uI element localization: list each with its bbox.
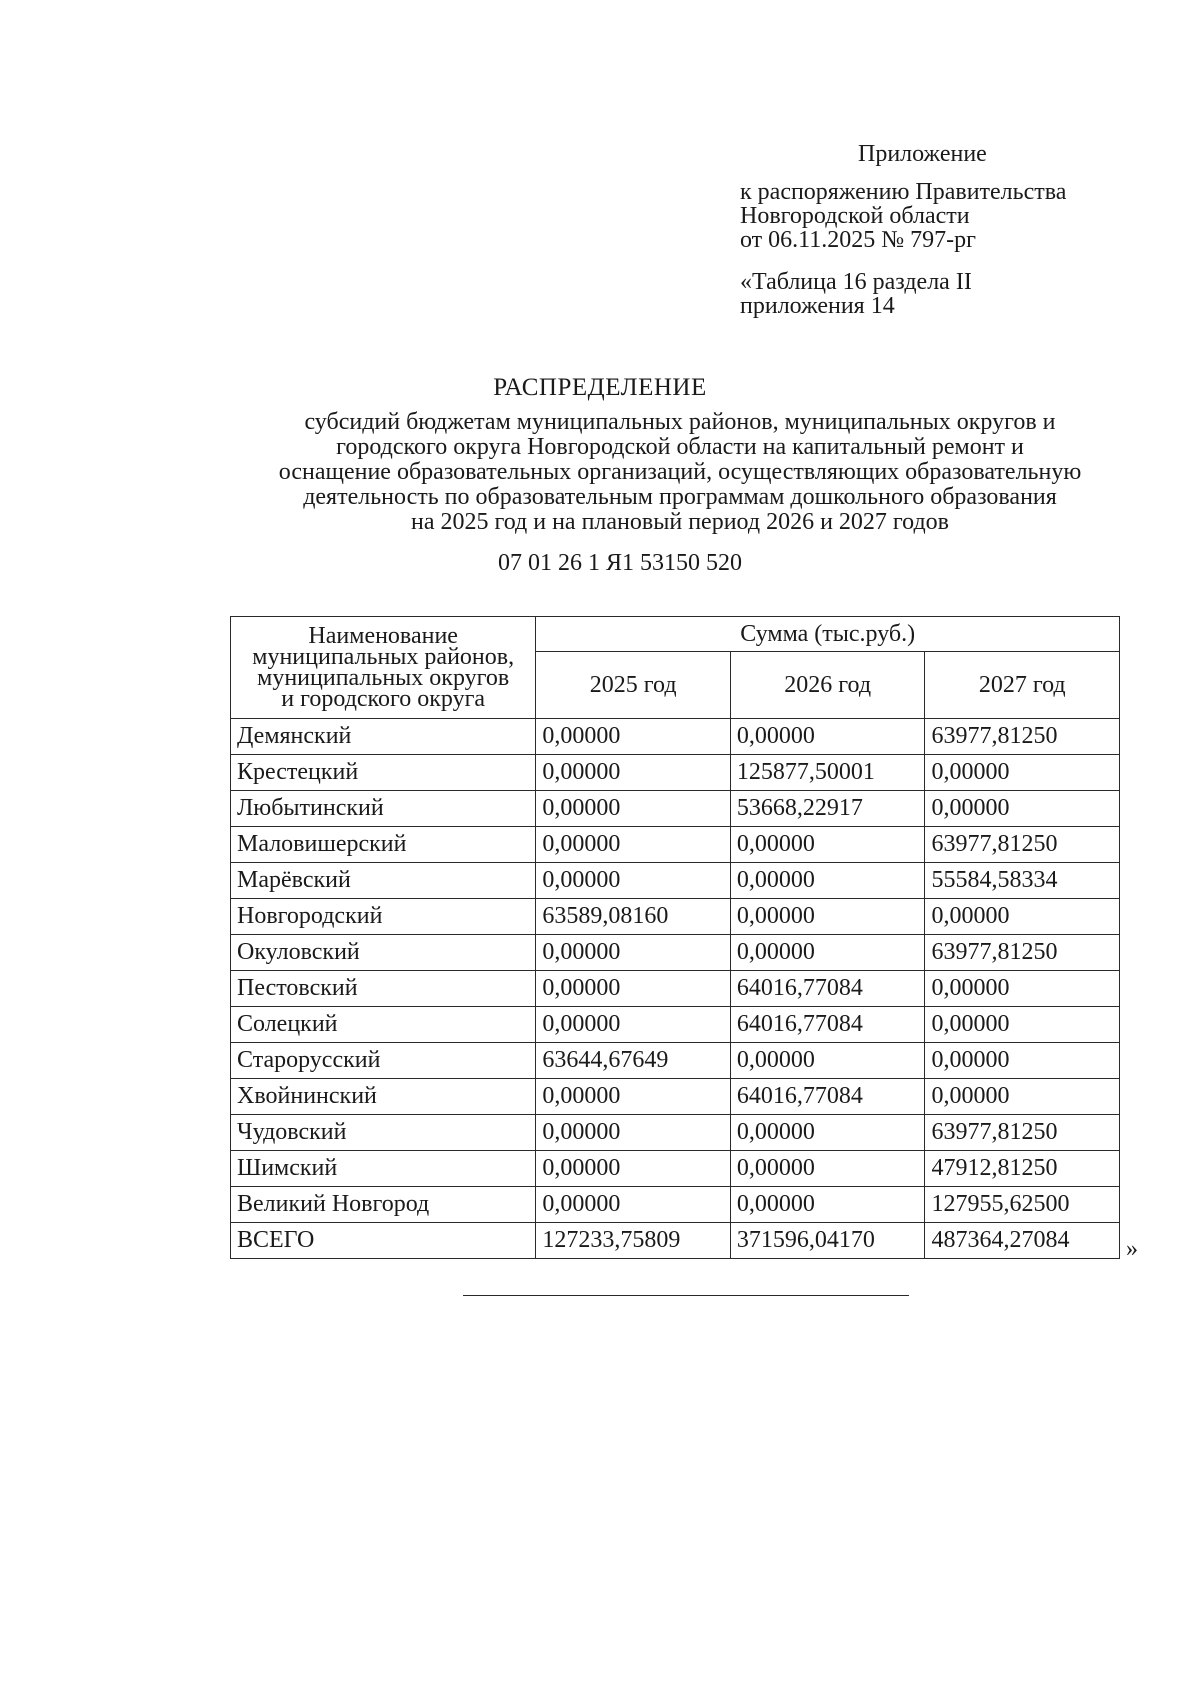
appendix-line: к распоряжению Правительства [740, 179, 1067, 205]
cell-2026: 0,00000 [730, 719, 925, 755]
cell-2025: 0,00000 [536, 827, 731, 863]
cell-2026: 0,00000 [730, 1043, 925, 1079]
table-row [231, 1079, 1120, 1115]
table-row [231, 1043, 1120, 1079]
cell-2026: 125877,50001 [730, 755, 925, 791]
distribution-table [230, 616, 1120, 1259]
cell-2027: 63977,81250 [925, 719, 1120, 755]
subtitle-line: оснащение образовательных организаций, осуществляющих образовательную [278, 459, 1082, 485]
table-reference-line: «Таблица 16 раздела II [740, 269, 972, 295]
column-header-name [231, 617, 536, 719]
cell-2027: 63977,81250 [925, 1115, 1120, 1151]
subtitle-line: субсидий бюджетам муниципальных районов, муниципальных округов и [304, 409, 1056, 435]
cell-district: Новгородский [231, 899, 536, 935]
cell-2027: 55584,58334 [925, 863, 1120, 899]
table-row [231, 1115, 1120, 1151]
table-row [231, 935, 1120, 971]
cell-2027: 0,00000 [925, 971, 1120, 1007]
appendix-header [740, 140, 1160, 318]
cell-2026: 0,00000 [730, 863, 925, 899]
cell-2025: 0,00000 [536, 935, 731, 971]
end-divider-line [463, 1295, 909, 1296]
appendix-line: от 06.11.2025 № 797-рг [740, 227, 977, 253]
cell-2026: 64016,77084 [730, 1007, 925, 1043]
cell-district: Чудовский [231, 1115, 536, 1151]
table-row [231, 1187, 1120, 1223]
budget-classification-code: 07 01 26 1 Я1 53150 520 [497, 550, 742, 576]
cell-2027: 47912,81250 [925, 1151, 1120, 1187]
cell-2025: 0,00000 [536, 791, 731, 827]
header-name-line: Наименование [308, 622, 458, 649]
table-body [231, 719, 1120, 1259]
cell-2025: 0,00000 [536, 1187, 731, 1223]
cell-2027: 0,00000 [925, 1079, 1120, 1115]
cell-2026: 0,00000 [730, 935, 925, 971]
cell-2025: 0,00000 [536, 755, 731, 791]
cell-2025: 63644,67649 [536, 1043, 731, 1079]
table-row [231, 791, 1120, 827]
cell-district: Окуловский [231, 935, 536, 971]
column-header-year: 2026 год [730, 652, 925, 719]
cell-2026: 0,00000 [730, 1115, 925, 1151]
cell-2025: 0,00000 [536, 863, 731, 899]
table-row [231, 719, 1120, 755]
table-row [231, 1007, 1120, 1043]
cell-2026: 64016,77084 [730, 971, 925, 1007]
cell-2026: 53668,22917 [730, 791, 925, 827]
table-total-row [231, 1223, 1120, 1259]
subtitle-line: на 2025 год и на плановый период 2026 и 2027 годов [410, 509, 950, 535]
cell-2025: 0,00000 [536, 1007, 731, 1043]
cell-2025: 0,00000 [536, 1151, 731, 1187]
table-reference [740, 270, 1160, 318]
document-subtitle [220, 410, 1140, 535]
subtitle-line: городского округа Новгородской области на капитальный ремонт и [336, 434, 1024, 460]
cell-district: Хвойнинский [231, 1079, 536, 1115]
cell-2025: 0,00000 [536, 1115, 731, 1151]
cell-2025: 0,00000 [536, 719, 731, 755]
cell-district: Крестецкий [231, 755, 536, 791]
table-row [231, 899, 1120, 935]
header-name-line: и городского округа [281, 685, 486, 712]
cell-district: Маловишерский [231, 827, 536, 863]
cell-2026: 0,00000 [730, 899, 925, 935]
cell-district: Солецкий [231, 1007, 536, 1043]
table-row [231, 1151, 1120, 1187]
header-name-line: муниципальных округов [257, 664, 510, 691]
cell-total-2026: 371596,04170 [730, 1223, 925, 1259]
cell-2027: 63977,81250 [925, 827, 1120, 863]
cell-district: Великий Новгород [231, 1187, 536, 1223]
cell-total-2027: 487364,27084 [925, 1223, 1120, 1259]
subtitle-line: деятельность по образовательным программам дошкольного образования [303, 484, 1057, 510]
cell-district: Демянский [231, 719, 536, 755]
cell-2027: 0,00000 [925, 755, 1120, 791]
appendix-line: Новгородской области [740, 203, 970, 229]
cell-2025: 63589,08160 [536, 899, 731, 935]
table-row [231, 971, 1120, 1007]
header-name-line: муниципальных районов, [252, 643, 515, 670]
cell-total-label: ВСЕГО [231, 1223, 536, 1259]
document-title: РАСПРЕДЕЛЕНИЕ [493, 374, 707, 401]
cell-2027: 0,00000 [925, 791, 1120, 827]
cell-2025: 0,00000 [536, 971, 731, 1007]
column-header-year: 2027 год [925, 652, 1120, 719]
cell-2026: 0,00000 [730, 827, 925, 863]
cell-2027: 0,00000 [925, 1007, 1120, 1043]
cell-2027: 127955,62500 [925, 1187, 1120, 1223]
table-row [231, 755, 1120, 791]
cell-district: Пестовский [231, 971, 536, 1007]
table-row [231, 827, 1120, 863]
cell-2026: 0,00000 [730, 1151, 925, 1187]
cell-2026: 0,00000 [730, 1187, 925, 1223]
appendix-title: Приложение [858, 141, 987, 167]
column-header-year: 2025 год [536, 652, 731, 719]
cell-district: Любытинский [231, 791, 536, 827]
table-reference-line: приложения 14 [740, 293, 895, 319]
cell-2027: 0,00000 [925, 899, 1120, 935]
cell-district: Марёвский [231, 863, 536, 899]
cell-2027: 0,00000 [925, 1043, 1120, 1079]
cell-2026: 64016,77084 [730, 1079, 925, 1115]
table-row [231, 863, 1120, 899]
cell-2027: 63977,81250 [925, 935, 1120, 971]
column-header-sum: Сумма (тыс.руб.) [536, 617, 1120, 652]
cell-2025: 0,00000 [536, 1079, 731, 1115]
closing-quote: » [1126, 1236, 1138, 1262]
cell-total-2025: 127233,75809 [536, 1223, 731, 1259]
cell-district: Старорусский [231, 1043, 536, 1079]
cell-district: Шимский [231, 1151, 536, 1187]
